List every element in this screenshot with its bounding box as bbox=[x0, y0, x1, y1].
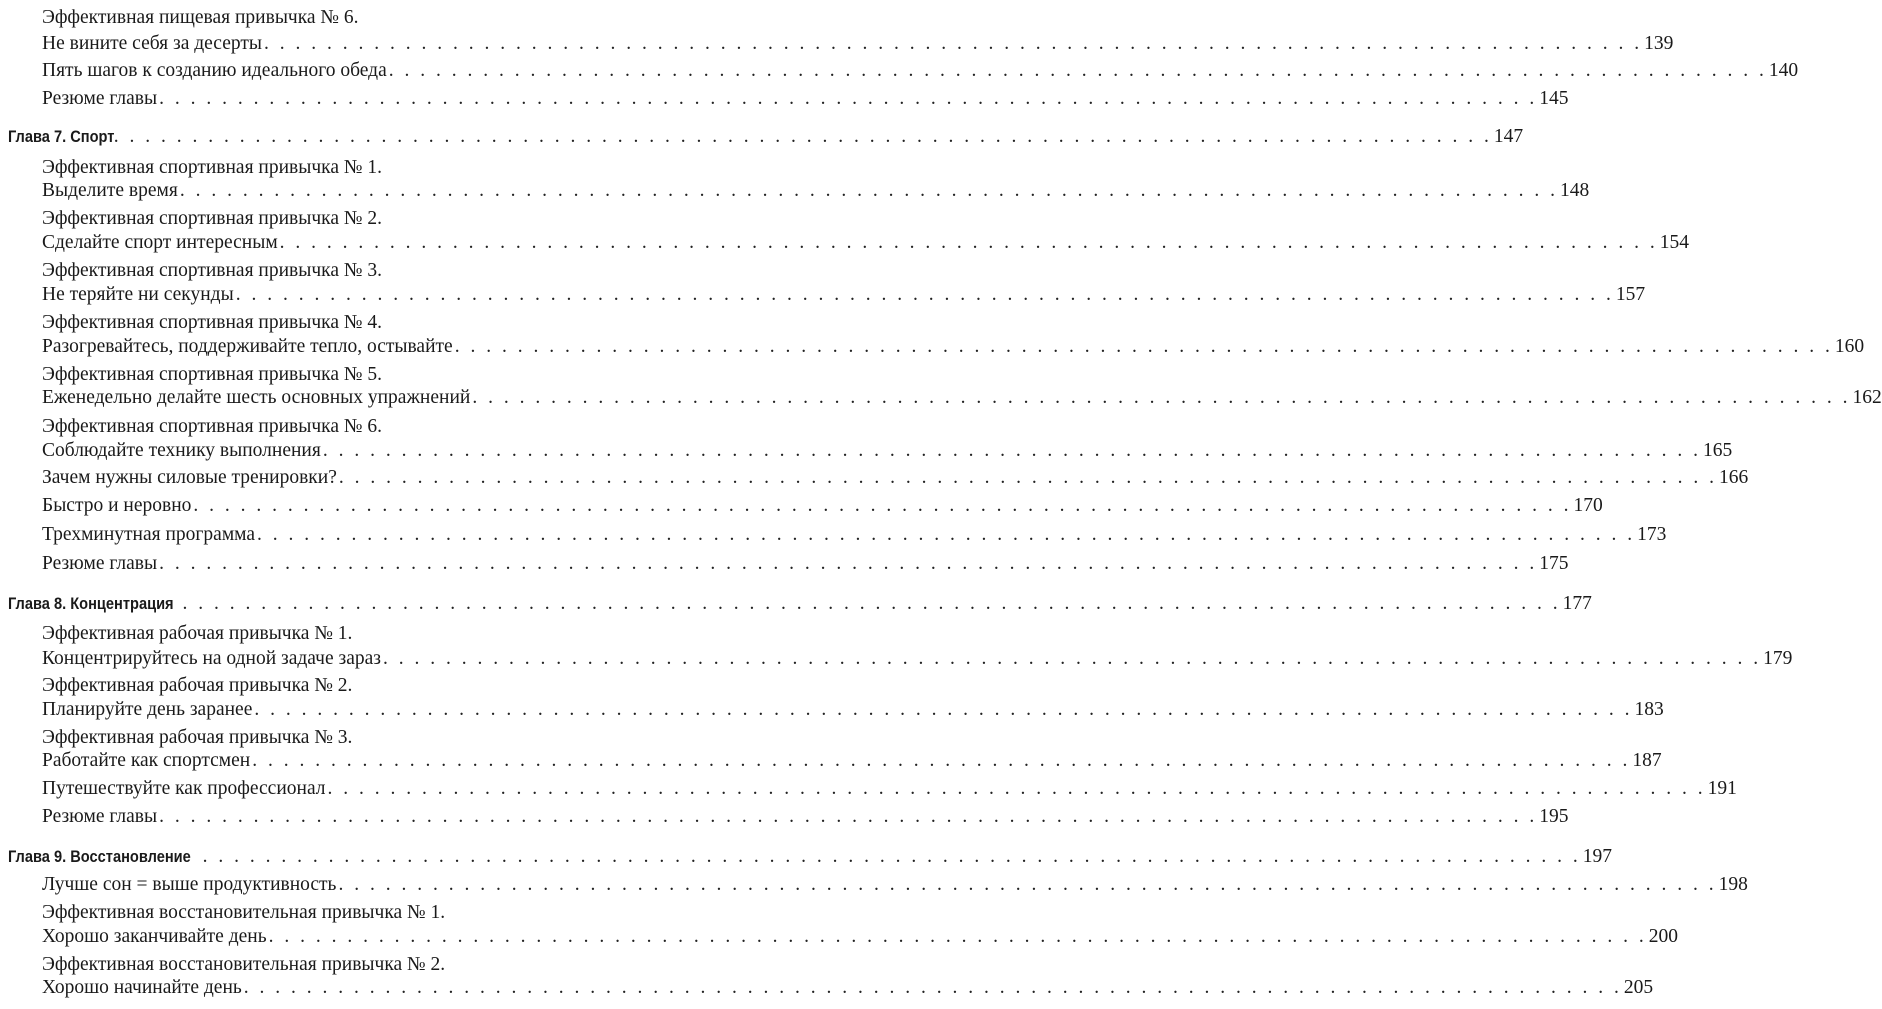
toc-entry-title: Пять шагов к созданию идеального обеда bbox=[42, 60, 387, 81]
page-number: 154 bbox=[1659, 232, 1690, 253]
toc-entry-row bbox=[42, 231, 1690, 255]
dot-leader: . . . . . . . . . . . . . . . . . . . . . . . . . . . . . . . . . . . . . . . . . . . . . . . . . . . . . . . . . . . . . . . . . . . . . . . . . . . . . . . . . . . . . . . . bbox=[322, 440, 1701, 461]
toc-entry-row bbox=[42, 87, 1569, 111]
toc-entry-title: Лучше сон = выше продуктивность bbox=[42, 874, 337, 895]
page-number: 195 bbox=[1539, 806, 1569, 827]
toc-entry-heading: Эффективная пищевая привычка № 6. bbox=[42, 7, 359, 28]
chapter-title: Глава 8. Концентрация bbox=[8, 594, 174, 613]
toc-entry-row bbox=[42, 805, 1569, 829]
toc-entry-row bbox=[8, 592, 1592, 616]
toc-entry-title: Разогревайтесь, поддерживайте тепло, остывайте bbox=[42, 336, 453, 357]
dot-leader: . . . . . . . . . . . . . . . . . . . . . . . . . . . . . . . . . . . . . . . . . . . . . . . . . . . . . . . . . . . . . . . . . . . . . . . . . . . . . . . . . . . . . . . . bbox=[388, 60, 1767, 81]
page-number: 197 bbox=[1582, 846, 1612, 867]
toc-entry-title: Еженедельно делайте шесть основных упражнений bbox=[42, 387, 471, 408]
toc-entry-heading: Эффективная спортивная привычка № 3. bbox=[42, 260, 382, 281]
toc-entry-row bbox=[42, 873, 1748, 897]
toc-entry-heading: Эффективная спортивная привычка № 4. bbox=[42, 312, 382, 333]
page-number: 173 bbox=[1637, 524, 1667, 545]
toc-entry-title: Выделите время bbox=[42, 180, 178, 201]
toc-entry-row bbox=[42, 32, 1674, 56]
page-number: 205 bbox=[1623, 977, 1654, 998]
page-number: 157 bbox=[1615, 284, 1646, 305]
dot-leader: . . . . . . . . . . . . . . . . . . . . . . . . . . . . . . . . . . . . . . . . . . . . . . . . . . . . . . . . . . . . . . . . . . . . . . . . . . . . . . . . . . . . . . . . bbox=[263, 33, 1643, 54]
dot-leader: . . . . . . . . . . . . . . . . . . . . . . . . . . . . . . . . . . . . . . . . . . . . . . . . . . . . . . . . . . . . . . . . . . . . . . . . . . . . . . . . . . . . . . . . bbox=[113, 126, 1492, 147]
toc-entry-title: Путешествуйте как профессионал bbox=[42, 778, 326, 799]
toc-entry-row bbox=[42, 523, 1667, 547]
dot-leader: . . . . . . . . . . . . . . . . . . . . . . . . . . . . . . . . . . . . . . . . . . . . . . . . . . . . . . . . . . . . . . . . . . . . . . . . . . . . . . . . . . . . . . . . bbox=[257, 524, 1636, 545]
dot-leader: . . . . . . . . . . . . . . . . . . . . . . . . . . . . . . . . . . . . . . . . . . . . . . . . . . . . . . . . . . . . . . . . . . . . . . . . . . . . . . . . . . . . . . . . bbox=[279, 232, 1658, 253]
dot-leader: . . . . . . . . . . . . . . . . . . . . . . . . . . . . . . . . . . . . . . . . . . . . . . . . . . . . . . . . . . . . . . . . . . . . . . . . . . . . . . . . . . . . . . . . bbox=[243, 977, 1622, 998]
toc-entry-title: Хорошо заканчивайте день bbox=[42, 926, 267, 947]
toc-entry-heading: Эффективная спортивная привычка № 1. bbox=[42, 157, 382, 178]
toc-entry-row bbox=[42, 925, 1678, 949]
dot-leader: . . . . . . . . . . . . . . . . . . . . . . . . . . . . . . . . . . . . . . . . . . . . . . . . . . . . . . . . . . . . . . . . . . . . . . . . . . . . . . . . . . . . . . . . bbox=[235, 284, 1614, 305]
page-number: 165 bbox=[1702, 440, 1733, 461]
toc-entry-title: Резюме главы bbox=[42, 88, 158, 109]
dot-leader: . . . . . . . . . . . . . . . . . . . . . . . . . . . . . . . . . . . . . . . . . . . . . . . . . . . . . . . . . . . . . . . . . . . . . . . . . . . . . . . . . . . . . . . . bbox=[193, 495, 1572, 516]
page-number: 160 bbox=[1834, 336, 1865, 357]
toc-entry-row bbox=[42, 777, 1737, 801]
toc-entry-row bbox=[42, 647, 1793, 671]
toc-entry-row bbox=[8, 125, 1524, 149]
toc-entry-title: Трехминутная программа bbox=[42, 524, 256, 545]
toc-entry-title: Хорошо начинайте день bbox=[42, 977, 242, 998]
page-number: 147 bbox=[1493, 126, 1524, 147]
toc-entry-row bbox=[42, 439, 1733, 463]
toc-entry-title: Резюме главы bbox=[42, 806, 158, 827]
dot-leader: . . . . . . . . . . . . . . . . . . . . . . . . . . . . . . . . . . . . . . . . . . . . . . . . . . . . . . . . . . . . . . . . . . . . . . . . . . . . . . . . . . . . . . . . bbox=[338, 467, 1717, 488]
page-number: 191 bbox=[1707, 778, 1737, 799]
page-number: 177 bbox=[1562, 593, 1592, 614]
page-number: 183 bbox=[1634, 699, 1664, 720]
toc-entry-title: Быстро и неровно bbox=[42, 495, 192, 516]
toc-entry-row bbox=[42, 976, 1654, 1000]
toc-entry-row bbox=[42, 494, 1603, 518]
page-number: 175 bbox=[1539, 553, 1569, 574]
toc-entry-row bbox=[42, 698, 1664, 722]
toc-entry-title: Зачем нужны силовые тренировки? bbox=[42, 467, 337, 488]
page-number: 179 bbox=[1763, 648, 1793, 669]
toc-entry-heading: Эффективная спортивная привычка № 5. bbox=[42, 364, 382, 385]
toc-entry-heading: Эффективная рабочая привычка № 3. bbox=[42, 727, 353, 748]
dot-leader: . . . . . . . . . . . . . . . . . . . . . . . . . . . . . . . . . . . . . . . . . . . . . . . . . . . . . . . . . . . . . . . . . . . . . . . . . . . . . . . . . . . . . . . . bbox=[268, 926, 1647, 947]
toc-entry-title: Соблюдайте технику выполнения bbox=[42, 440, 321, 461]
dot-leader: . . . . . . . . . . . . . . . . . . . . . . . . . . . . . . . . . . . . . . . . . . . . . . . . . . . . . . . . . . . . . . . . . . . . . . . . . . . . . . . . . . . . . . . . bbox=[182, 593, 1561, 614]
dot-leader: . . . . . . . . . . . . . . . . . . . . . . . . . . . . . . . . . . . . . . . . . . . . . . . . . . . . . . . . . . . . . . . . . . . . . . . . . . . . . . . . . . . . . . . . bbox=[252, 750, 1631, 771]
dot-leader: . . . . . . . . . . . . . . . . . . . . . . . . . . . . . . . . . . . . . . . . . . . . . . . . . . . . . . . . . . . . . . . . . . . . . . . . . . . . . . . . . . . . . . . . bbox=[327, 778, 1706, 799]
page-number: 200 bbox=[1648, 926, 1678, 947]
dot-leader: . . . . . . . . . . . . . . . . . . . . . . . . . . . . . . . . . . . . . . . . . . . . . . . . . . . . . . . . . . . . . . . . . . . . . . . . . . . . . . . . . . . . . . . . bbox=[179, 180, 1558, 201]
dot-leader: . . . . . . . . . . . . . . . . . . . . . . . . . . . . . . . . . . . . . . . . . . . . . . . . . . . . . . . . . . . . . . . . . . . . . . . . . . . . . . . . . . . . . . . . bbox=[382, 648, 1762, 669]
toc-entry-title: Планируйте день заранее bbox=[42, 699, 253, 720]
page-number: 198 bbox=[1718, 874, 1748, 895]
dot-leader: . . . . . . . . . . . . . . . . . . . . . . . . . . . . . . . . . . . . . . . . . . . . . . . . . . . . . . . . . . . . . . . . . . . . . . . . . . . . . . . . . . . . . . . . bbox=[159, 553, 1538, 574]
toc-entry-row bbox=[42, 386, 1882, 410]
page-number: 145 bbox=[1539, 88, 1569, 109]
toc-entry-title: Не теряйте ни секунды bbox=[42, 284, 234, 305]
page-number: 139 bbox=[1644, 33, 1674, 54]
toc-entry-row bbox=[42, 335, 1865, 359]
dot-leader: . . . . . . . . . . . . . . . . . . . . . . . . . . . . . . . . . . . . . . . . . . . . . . . . . . . . . . . . . . . . . . . . . . . . . . . . . . . . . . . . . . . . . . . . bbox=[338, 874, 1717, 895]
toc-entry-title: Концентрируйтесь на одной задаче зараз bbox=[42, 648, 381, 669]
page-number: 162 bbox=[1852, 387, 1882, 408]
toc-entry-row bbox=[42, 466, 1749, 490]
toc-entry-row bbox=[42, 59, 1799, 83]
dot-leader: . . . . . . . . . . . . . . . . . . . . . . . . . . . . . . . . . . . . . . . . . . . . . . . . . . . . . . . . . . . . . . . . . . . . . . . . . . . . . . . . . . . . . . . . bbox=[454, 336, 1833, 357]
page-number: 170 bbox=[1573, 495, 1603, 516]
chapter-title: Глава 7. Спорт bbox=[8, 127, 115, 146]
dot-leader: . . . . . . . . . . . . . . . . . . . . . . . . . . . . . . . . . . . . . . . . . . . . . . . . . . . . . . . . . . . . . . . . . . . . . . . . . . . . . . . . . . . . . . . . bbox=[159, 806, 1538, 827]
toc-entry-heading: Эффективная рабочая привычка № 2. bbox=[42, 675, 353, 696]
page-number: 148 bbox=[1559, 180, 1590, 201]
toc-entry-title: Резюме главы bbox=[42, 553, 158, 574]
toc-entry-heading: Эффективная рабочая привычка № 1. bbox=[42, 623, 353, 644]
toc-entry-heading: Эффективная восстановительная привычка № 1. bbox=[42, 902, 446, 923]
dot-leader: . . . . . . . . . . . . . . . . . . . . . . . . . . . . . . . . . . . . . . . . . . . . . . . . . . . . . . . . . . . . . . . . . . . . . . . . . . . . . . . . . . . . . . . . bbox=[202, 846, 1581, 867]
toc-entry-title: Сделайте спорт интересным bbox=[42, 232, 278, 253]
chapter-title: Глава 9. Восстановление bbox=[8, 847, 191, 866]
dot-leader: . . . . . . . . . . . . . . . . . . . . . . . . . . . . . . . . . . . . . . . . . . . . . . . . . . . . . . . . . . . . . . . . . . . . . . . . . . . . . . . . . . . . . . . . bbox=[472, 387, 1851, 408]
toc-entry-row bbox=[42, 283, 1646, 307]
dot-leader: . . . . . . . . . . . . . . . . . . . . . . . . . . . . . . . . . . . . . . . . . . . . . . . . . . . . . . . . . . . . . . . . . . . . . . . . . . . . . . . . . . . . . . . . bbox=[159, 88, 1538, 109]
toc-entry-row bbox=[42, 179, 1590, 203]
toc-entry-row bbox=[42, 749, 1662, 773]
page-number: 187 bbox=[1632, 750, 1662, 771]
page-number: 166 bbox=[1718, 467, 1749, 488]
toc-entry-title: Работайте как спортсмен bbox=[42, 750, 251, 771]
toc-entry-row bbox=[8, 845, 1612, 869]
page-number: 140 bbox=[1768, 60, 1799, 81]
toc-entry-heading: Эффективная спортивная привычка № 2. bbox=[42, 208, 382, 229]
toc-entry-title: Не вините себя за десерты bbox=[42, 33, 262, 54]
toc-entry-row bbox=[42, 552, 1569, 576]
dot-leader: . . . . . . . . . . . . . . . . . . . . . . . . . . . . . . . . . . . . . . . . . . . . . . . . . . . . . . . . . . . . . . . . . . . . . . . . . . . . . . . . . . . . . . . . bbox=[254, 699, 1633, 720]
toc-entry-heading: Эффективная восстановительная привычка № 2. bbox=[42, 954, 446, 975]
toc-entry-heading: Эффективная спортивная привычка № 6. bbox=[42, 416, 382, 437]
